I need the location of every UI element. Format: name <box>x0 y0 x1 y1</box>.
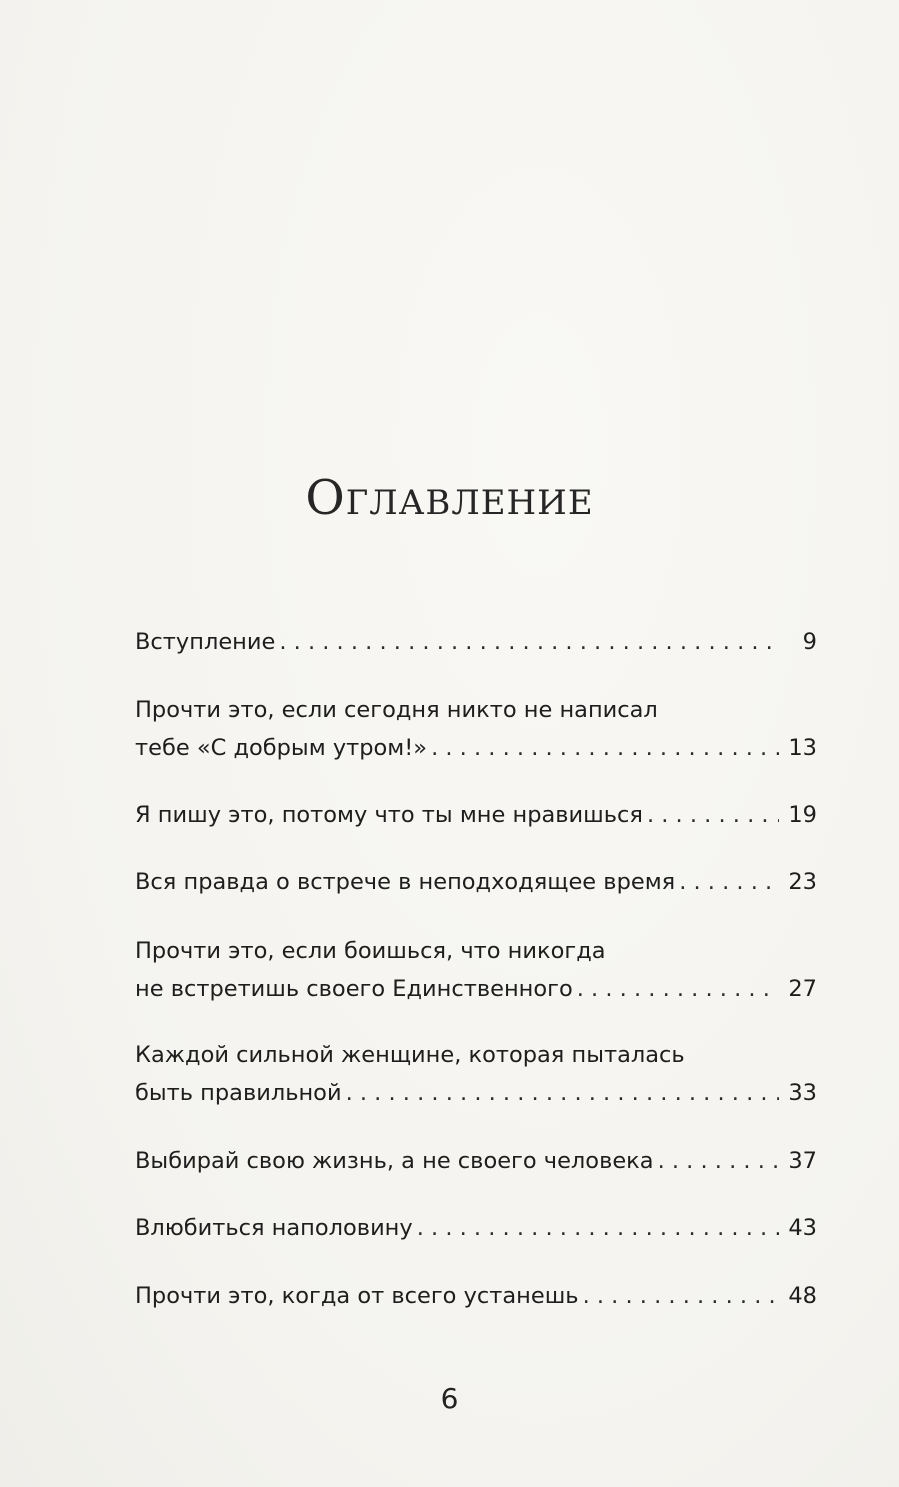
toc-entry <box>135 1209 817 1247</box>
toc-entry-title: не встретишь своего Единственного <box>135 976 573 1002</box>
dot-leader <box>346 1074 779 1112</box>
toc-entry <box>135 1142 817 1180</box>
toc-entry-line <box>135 932 817 970</box>
toc-entry-page: 37 <box>788 1148 817 1174</box>
toc-entry-title: быть правильной <box>135 1080 342 1106</box>
toc-entry-line <box>135 1209 817 1247</box>
toc-entry-page: 48 <box>788 1283 817 1309</box>
toc-entry-page: 9 <box>802 629 817 655</box>
toc-entry <box>135 796 817 834</box>
toc-entry-title: Я пишу это, потому что ты мне нравишься <box>135 802 643 828</box>
toc-entry-line <box>135 1036 817 1074</box>
toc-entry-line <box>135 970 817 1008</box>
toc-entry-title: Каждой сильной женщине, которая пыталась <box>135 1042 685 1068</box>
dot-leader <box>583 1277 779 1315</box>
toc-entry-line <box>135 691 817 729</box>
toc-entry-line <box>135 1142 817 1180</box>
toc-entry-page: 13 <box>788 735 817 761</box>
toc-entry-title: Прочти это, когда от всего устанешь <box>135 1283 579 1309</box>
toc-entry <box>135 932 817 1008</box>
toc-entry-page: 27 <box>788 976 817 1002</box>
toc-entry <box>135 691 817 767</box>
toc-entry-page: 33 <box>788 1080 817 1106</box>
toc-entry-title: Влюбиться наполовину <box>135 1215 413 1241</box>
toc-entry-page: 19 <box>788 802 817 828</box>
toc-entry-title: тебе «С добрым утром!» <box>135 735 428 761</box>
toc-heading: Оглавление <box>305 470 594 526</box>
toc-entry-line <box>135 796 817 834</box>
dot-leader <box>577 970 779 1008</box>
toc-entry-line <box>135 1277 817 1315</box>
toc-entry <box>135 1036 817 1112</box>
toc-entry-line <box>135 623 817 661</box>
page-number: 6 <box>440 1382 459 1415</box>
dot-leader <box>647 796 779 834</box>
toc-entry-line <box>135 863 817 901</box>
toc-entry <box>135 1277 817 1315</box>
dot-leader <box>658 1142 779 1180</box>
toc-entry-title: Прочти это, если боишься, что никогда <box>135 938 606 964</box>
toc-entry-line <box>135 1074 817 1112</box>
toc-entry-title: Прочти это, если сегодня никто не написал <box>135 697 658 723</box>
toc-entry <box>135 623 817 661</box>
toc-entry-title: Выбирай свою жизнь, а не своего человека <box>135 1148 654 1174</box>
dot-leader <box>679 863 779 901</box>
toc-entry-title: Вся правда о встрече в неподходящее время <box>135 869 676 895</box>
toc-entry <box>135 863 817 901</box>
toc-entry-title: Вступление <box>135 629 276 655</box>
dot-leader <box>279 623 779 661</box>
toc-entry-page: 43 <box>788 1215 817 1241</box>
toc-entry-page: 23 <box>788 869 817 895</box>
dot-leader <box>417 1209 779 1247</box>
toc-entry-line <box>135 729 817 767</box>
dot-leader <box>431 729 779 767</box>
